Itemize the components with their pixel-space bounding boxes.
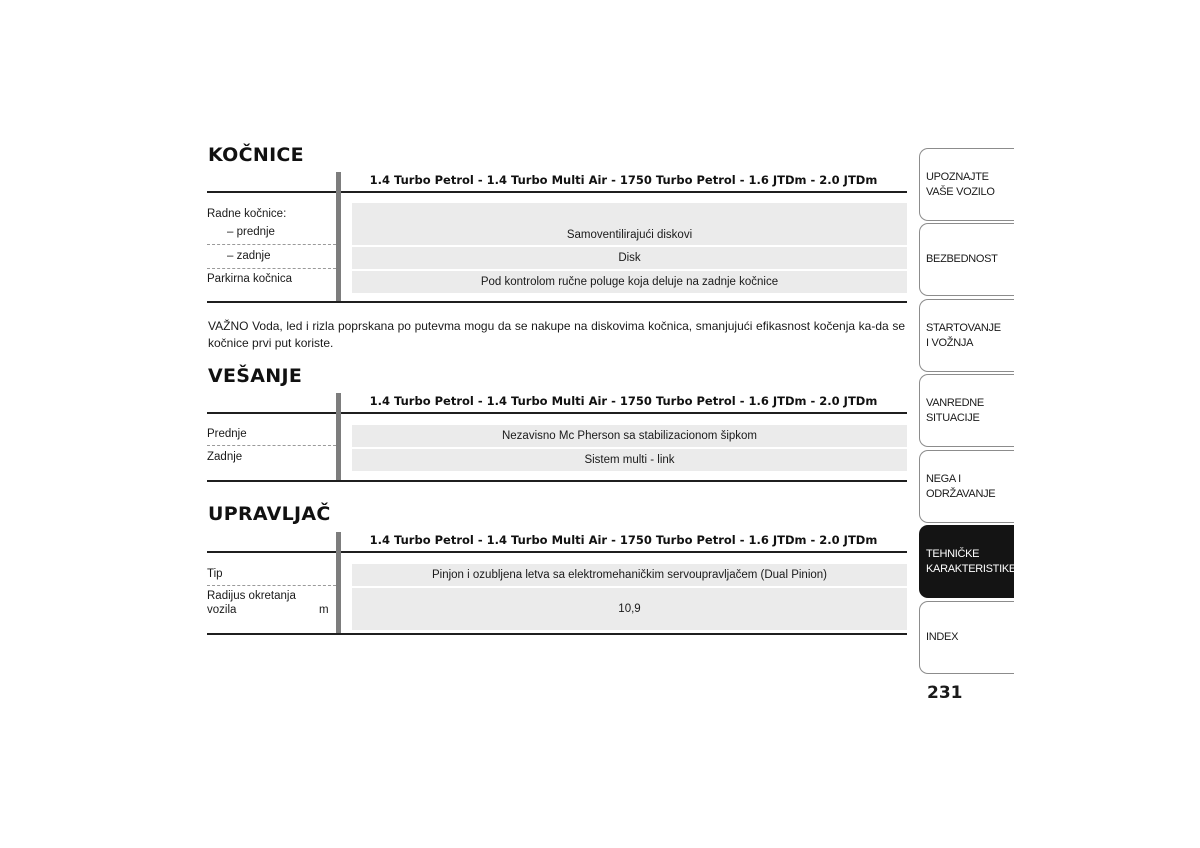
tab-vanredne[interactable]	[919, 374, 1014, 447]
label-turning-radius: Radijus okretanja	[207, 590, 296, 602]
brakes-table	[207, 172, 907, 304]
value-rear-brakes: Disk	[352, 247, 907, 269]
value-front-brakes: Samoventilirajući diskovi	[352, 203, 907, 245]
label-front-suspension: Prednje	[207, 428, 247, 440]
label-parking: Parkirna kočnica	[207, 273, 293, 285]
value-parking-brake: Pod kontrolom ručne poluge koja deluje na zadnje kočnice	[352, 271, 907, 293]
label-service-brakes: Radne kočnice:	[207, 208, 287, 220]
tab-upoznajte-label: UPOZNAJTE VAŠE VOZILO	[926, 170, 995, 198]
steering-table	[207, 532, 907, 636]
suspension-header: 1.4 Turbo Petrol - 1.4 Turbo Multi Air - 1750 Turbo Petrol - 1.6 JTDm - 2.0 JTDm	[369, 394, 878, 408]
tab-nega-label: NEGA I ODRŽAVANJE	[926, 472, 996, 500]
suspension-title: VEŠANJE	[208, 365, 303, 387]
tab-tehnicke-label: TEHNIČKE KARAKTERISTIKE	[926, 547, 1016, 575]
value-rear-suspension: Sistem multi - link	[352, 449, 907, 471]
page-number: 231	[927, 683, 963, 703]
label-rear: – zadnje	[227, 250, 271, 262]
steering-header: 1.4 Turbo Petrol - 1.4 Turbo Multi Air - 1750 Turbo Petrol - 1.6 JTDm - 2.0 JTDm	[369, 533, 878, 547]
tab-nega[interactable]	[919, 450, 1014, 523]
label-turning-radius-2: vozila	[207, 604, 237, 616]
tab-bezbednost[interactable]	[919, 223, 1014, 296]
brakes-title: KOČNICE	[208, 144, 304, 166]
tab-index[interactable]	[919, 601, 1014, 674]
label-type: Tip	[207, 568, 223, 580]
tab-index-label: INDEX	[926, 631, 959, 643]
tab-bezbednost-label: BEZBEDNOST	[926, 253, 998, 265]
suspension-table	[207, 393, 907, 483]
tab-tehnicke[interactable]	[919, 525, 1014, 598]
tab-upoznajte[interactable]	[919, 148, 1014, 221]
tab-startovanje-label: STARTOVANJE I VOŽNJA	[926, 321, 1001, 349]
steering-title: UPRAVLJAČ	[208, 503, 331, 525]
brakes-header: 1.4 Turbo Petrol - 1.4 Turbo Multi Air - 1750 Turbo Petrol - 1.6 JTDm - 2.0 JTDm	[369, 173, 878, 187]
tab-vanredne-label: VANREDNE SITUACIJE	[926, 396, 984, 424]
note-important: VAŽNO Voda, led i rizla poprskana po putevma mogu da se nakupe na diskovima kočnica, smanjujući efikasnost kočenja ka-da se kočnice prvi put koriste.	[208, 319, 905, 350]
value-steering-type: Pinjon i ozubljena letva sa elektromehaničkim servoupravljačem (Dual Pinion)	[352, 564, 907, 586]
label-rear-suspension: Zadnje	[207, 451, 243, 463]
unit-meters: m	[319, 604, 329, 616]
label-front: – prednje	[227, 226, 275, 238]
tab-startovanje[interactable]	[919, 299, 1014, 372]
value-front-suspension: Nezavisno Mc Pherson sa stabilizacionom šipkom	[352, 425, 907, 447]
value-turning-radius: 10,9	[352, 588, 907, 630]
